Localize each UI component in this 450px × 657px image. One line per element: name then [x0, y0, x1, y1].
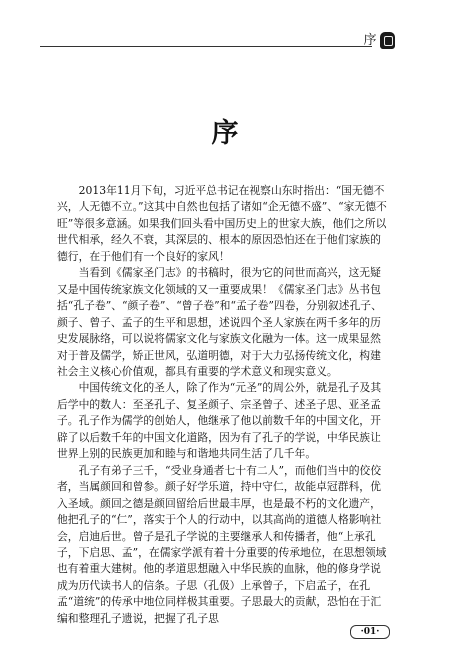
page-number: ·01·	[350, 625, 390, 639]
body-text	[57, 183, 390, 627]
seal-ornament-icon	[380, 32, 395, 49]
paragraph-3: 中国传统文化的圣人，除了作为“元圣”的周公外，就是孔子及其后学中的数人：至圣孔子、复圣颜子、宗圣曾子、述圣子思、亚圣孟子。孔子作为儒学的创始人，他继承了他以前数千年的中国文化，开辟了以后数千年的中国文化道路，因为有了孔子的学说，中华民族让世界上别的民族更加和睦与和谐地共同生活了几千年。	[57, 381, 382, 461]
running-header: 序	[363, 33, 377, 48]
paragraph-1: 2013年11月下旬，习近平总书记在视察山东时指出：“国无德不兴，人无德不立。”这其中自然也包括了诸如“企无德不盛”、“家无德不旺”等很多意涵。如果我们回头看中国历史上的世家大族，他们之所以世代相承，经久不衰，其深层的、根本的原因恐怕还在于他们家族的德行，在于他们有一个良好的家风！	[57, 184, 387, 263]
paragraph-2: 当看到《儒家圣门志》的书稿时，很为它的问世而高兴，这无疑又是中国传统家族文化领域的又一重要成果！《儒家圣门志》丛书包括“孔子卷”、“颜子卷”、“曾子卷”和“孟子卷”四卷，分别叙述孔子、颜子、曾子、孟子的生平和思想，述说四个圣人家族在两千多年的历史发展脉络，可以说将儒家文化与家族文化融为一体。这一成果显然对于普及儒学，矫正世风，弘道明德，对于大力弘扬传统文化，构建社会主义核心价值观，都具有重要的学术意义和现实意义。	[57, 266, 382, 378]
header-rule	[40, 46, 372, 47]
page-title: 序	[211, 118, 239, 149]
paragraph-4: 孔子有弟子三千，“受业身通者七十有二人”，而他们当中的佼佼者，当属颜回和曾参。颜子好学乐道，持中守仁，故能卓冠群科，优入圣域。颜回之德是颜回留给后世最丰厚，也是最不朽的文化遗产，他把孔子的“仁”，落实于个人的行动中，以其高尚的道德人格影响社会，启迪后世。曾子是孔子学说的主要继承人和传播者，他“上承孔子，下启思、孟”，在儒家学派有着十分重要的传承地位，在思想领域也有着重大建树。他的孝道思想融入中华民族的血脉，他的修身学说成为历代读书人的信条。子思（孔伋）上承曾子，下启孟子，在孔孟“道统”的传承中地位同样极其重要。子思最大的贡献，恐怕在于汇编和整理孔子遗说，把握了孔子思	[57, 463, 387, 625]
